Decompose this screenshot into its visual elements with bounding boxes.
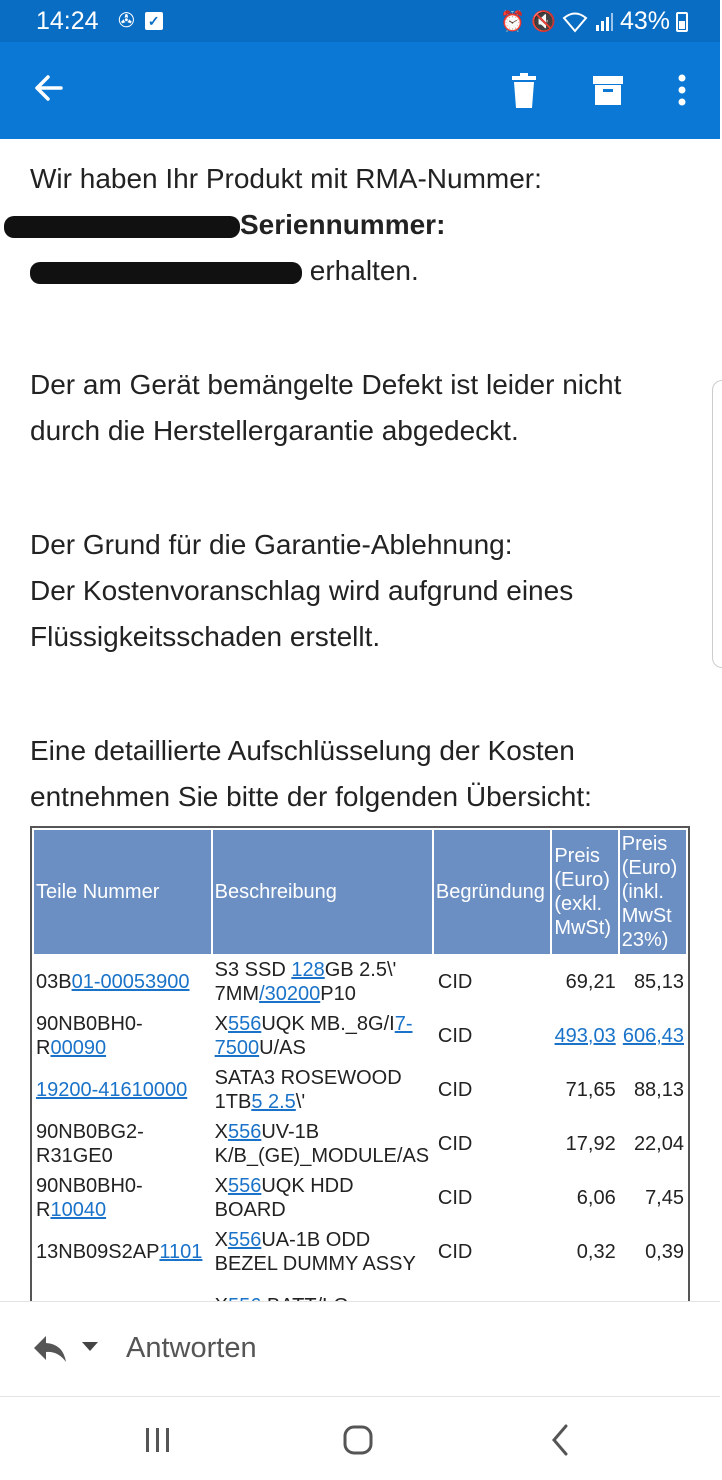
- table-body: [34, 956, 686, 1332]
- header-price-incl: Preis (Euro) (inkl. MwSt 23%): [620, 830, 686, 954]
- cell-price-excl: 6,06: [576, 1187, 616, 1209]
- cell-reason: CID: [437, 1241, 473, 1263]
- description-link[interactable]: /30200: [259, 983, 321, 1005]
- description-text: UA-1B ODD BEZEL DUMMY ASSY: [214, 1229, 416, 1275]
- nav-back-icon[interactable]: [540, 1420, 580, 1460]
- cell-price-excl: 0,32: [576, 1241, 616, 1263]
- chevron-down-icon[interactable]: [82, 1342, 98, 1351]
- cell-price-incl: 85,13: [633, 971, 684, 993]
- header-price-excl: Preis (Euro) (exkl. MwSt): [552, 830, 617, 954]
- description-link[interactable]: 5 2.5: [251, 1091, 296, 1113]
- cell-part-number: [34, 1226, 211, 1278]
- cell-reason: CID: [437, 1133, 473, 1155]
- table-header-row: [34, 830, 686, 954]
- description-text: X: [214, 1175, 228, 1197]
- part-number-link[interactable]: 00090: [50, 1037, 107, 1059]
- more-vertical-icon[interactable]: [662, 70, 702, 110]
- rma-line: Wir haben Ihr Produkt mit RMA-Nummer:: [30, 163, 542, 194]
- home-icon[interactable]: [338, 1420, 378, 1460]
- cell-part-number: [34, 956, 211, 1008]
- table-row: [34, 1010, 686, 1062]
- cell-price-excl: 71,65: [565, 1079, 616, 1101]
- description-text: P10: [320, 983, 356, 1005]
- description-text: X: [214, 1229, 228, 1251]
- part-number-link[interactable]: 1101: [159, 1241, 203, 1263]
- description-link[interactable]: 556: [227, 1121, 262, 1143]
- price-excl-link[interactable]: 493,03: [554, 1025, 616, 1047]
- cell-description: [213, 1118, 432, 1170]
- reply-bar: [0, 1301, 720, 1397]
- description-text: GB 2.5\' 7MM: [214, 959, 397, 1005]
- description-link[interactable]: 556: [227, 1013, 262, 1035]
- cell-price-excl: [552, 1010, 617, 1062]
- header-description: Beschreibung: [213, 830, 432, 954]
- cell-description: [213, 1064, 432, 1116]
- description-text: S3 SSD: [214, 959, 292, 981]
- description-link[interactable]: 556: [227, 1229, 262, 1251]
- part-number-text: 03B: [36, 971, 72, 993]
- task-check-icon: ✓: [145, 12, 163, 30]
- table-row: [34, 1064, 686, 1116]
- description-text: \': [295, 1091, 306, 1113]
- wifi-icon: [562, 11, 588, 33]
- app-bar: [0, 42, 720, 139]
- received-line: [30, 248, 690, 294]
- header-part-number: Teile Nummer: [34, 830, 211, 954]
- cell-price-incl: 22,04: [633, 1133, 684, 1155]
- alarm-icon: ⏰: [500, 10, 526, 33]
- table-row: [34, 1172, 686, 1224]
- redacted-rma-number: [4, 216, 240, 238]
- trash-icon[interactable]: [504, 70, 544, 110]
- cell-part-number: [34, 1010, 211, 1062]
- cell-description: [213, 1226, 432, 1278]
- reason-text: Der Kostenvoranschlag wird aufgrund eines Flüssigkeitsschaden erstellt.: [30, 575, 574, 652]
- cell-price-incl: 0,39: [645, 1241, 684, 1263]
- cell-part-number: [34, 1172, 211, 1224]
- archive-icon[interactable]: [588, 70, 628, 110]
- part-number-link[interactable]: 01-00053900: [71, 971, 190, 993]
- header-reason: Begründung: [434, 830, 550, 954]
- description-link[interactable]: 556: [227, 1175, 262, 1197]
- table-row: [34, 956, 686, 1008]
- edge-panel-handle[interactable]: [712, 380, 722, 668]
- cell-reason: CID: [437, 1079, 473, 1101]
- cell-price-incl: 7,45: [645, 1187, 684, 1209]
- cell-part-number: [34, 1118, 211, 1170]
- recent-apps-icon[interactable]: [138, 1420, 178, 1460]
- table-row: [34, 1226, 686, 1278]
- part-number-text: 90NB0BG2-R31GE0: [36, 1121, 144, 1167]
- cell-reason: CID: [437, 1025, 473, 1047]
- signal-icon: [594, 11, 614, 33]
- part-number-text: 90NB0BH0-R: [36, 1013, 143, 1059]
- cell-reason: CID: [437, 971, 473, 993]
- status-bar: [0, 0, 720, 42]
- cell-description: [213, 1010, 432, 1062]
- mute-icon: 🔇: [531, 10, 556, 33]
- part-number-link[interactable]: 19200-41610000: [36, 1079, 188, 1101]
- cell-price-excl: 69,21: [565, 971, 616, 993]
- description-link[interactable]: 7-7500: [214, 1013, 413, 1059]
- status-left-icons: [118, 10, 163, 32]
- part-number-text: 90NB0BH0-R: [36, 1175, 143, 1221]
- breakdown-text: Eine detaillierte Aufschlüsselung der Kosten entnehmen Sie bitte der folgenden Übersicht:: [30, 735, 592, 812]
- battery-percent: 43%: [619, 7, 670, 35]
- received-text: erhalten.: [309, 255, 419, 286]
- battery-icon: [676, 12, 688, 32]
- reason-label: Der Grund für die Garantie-Ablehnung:: [30, 529, 513, 560]
- cell-description: [213, 1172, 432, 1224]
- description-text: X: [214, 1013, 228, 1035]
- description-text: X: [214, 1121, 228, 1143]
- arrow-left-icon[interactable]: [26, 68, 72, 114]
- description-text: SATA3 ROSEWOOD 1TB: [214, 1067, 402, 1113]
- description-text: UQK MB._8G/I: [261, 1013, 395, 1035]
- description-text: UQK HDD BOARD: [214, 1175, 354, 1221]
- cell-reason: CID: [437, 1187, 473, 1209]
- redacted-serial-number: [30, 262, 302, 284]
- serial-line: [30, 202, 690, 248]
- email-body: [30, 139, 690, 1301]
- table-row: [34, 1118, 686, 1170]
- description-link[interactable]: 128: [291, 959, 325, 981]
- cost-table: [30, 826, 690, 1336]
- part-number-text: 13NB09S2AP: [36, 1241, 160, 1263]
- cell-price-incl: [620, 1010, 686, 1062]
- price-incl-link[interactable]: 606,43: [622, 1025, 684, 1047]
- serial-label: Seriennummer:: [240, 209, 446, 240]
- cell-part-number: [34, 1064, 211, 1116]
- status-time: 14:24: [36, 7, 99, 35]
- cell-price-excl: 17,92: [565, 1133, 616, 1155]
- description-text: UV-1B K/B_(GE)_MODULE/AS: [214, 1121, 430, 1167]
- system-nav-bar: [0, 1398, 720, 1480]
- cell-description: [213, 956, 432, 1008]
- description-text: U/AS: [259, 1037, 306, 1059]
- cell-price-incl: 88,13: [633, 1079, 684, 1101]
- usb-debug-icon: ✇: [118, 10, 135, 32]
- defect-text: Der am Gerät bemängelte Defekt ist leider nicht durch die Herstellergarantie abgedeckt.: [30, 369, 622, 446]
- reply-label[interactable]: Antworten: [126, 1332, 257, 1364]
- part-number-link[interactable]: 10040: [50, 1199, 107, 1221]
- reply-icon[interactable]: [32, 1332, 68, 1366]
- status-right-icons: [500, 7, 688, 36]
